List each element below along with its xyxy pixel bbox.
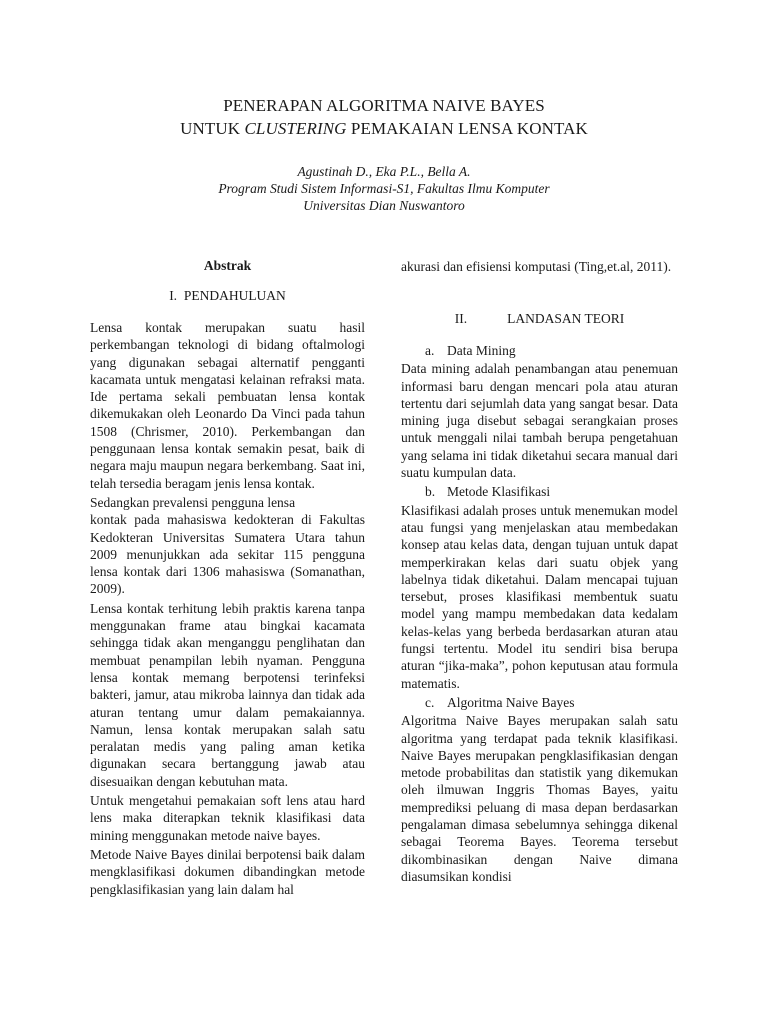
section-1-title: PENDAHULUAN	[183, 288, 286, 303]
paragraph: Sedangkan prevalensi pengguna lensa	[90, 494, 296, 510]
paragraph: Data mining adalah penambangan atau penemuan informasi baru dengan mencari pola atau aturan tertentu dari sejumlah data yang sangat besar. Data mining juga disebut sebagai serangkaian proses untuk menggali nilai tambah berupa pengetahuan yang selama ini tidak diketahui secara manual dari suatu kumpulan data.	[401, 361, 678, 481]
subsection-heading	[425, 483, 678, 500]
paragraph: Metode Naive Bayes dinilai berpotensi baik dalam mengklasifikasi dokumen dibandingkan metode pengklasifikasian yang lain dalam hal	[90, 846, 365, 897]
paper-title-line-1: PENERAPAN ALGORITMA NAIVE BAYES	[223, 96, 545, 115]
subsection-naive-bayes	[401, 694, 678, 885]
authors: Agustinah D., Eka P.L., Bella A.	[297, 164, 471, 179]
paragraph: kontak pada mahasiswa kedokteran di Fakultas Kedokteran Universitas Sumatera Utara tahun 2009 menunjukkan ada sekitar 115 pengguna lensa kontak dari 1306 mahasiswa (Somanathan, 2009).	[90, 512, 365, 597]
subsection-heading	[425, 342, 678, 359]
paragraph: akurasi dan efisiensi komputasi (Ting,et.al, 2011).	[401, 259, 672, 274]
section-1-number: I.	[169, 288, 178, 303]
affiliation: Program Studi Sistem Informasi-S1, Fakultas Ilmu Komputer	[218, 181, 550, 196]
left-column	[90, 319, 365, 898]
paragraph: Lensa kontak terhitung lebih praktis karena tanpa menggunakan frame atau bingkai kacamata sehingga tidak akan menganggu penglihatan dan membuat penampilan lebih nyaman. Pengguna lensa kontak memang berpotensi terinfeksi bakteri, jamur, atau mikroba lainnya dan tidak ada aturan tentang umur dalam pemakaiannya. Namun, lensa kontak merupakan salah satu peralatan medis yang paling aman ketika digunakan secara bertanggung jawab atau disesuaikan dengan kebutuhan mata.	[90, 600, 365, 789]
university: Universitas Dian Nuswantoro	[303, 198, 465, 213]
paragraph: Klasifikasi adalah proses untuk menemukan model atau fungsi yang menjelaskan atau membedakan konsep atau kelas data, dengan tujuan untuk dapat memperkirakan kelas dari suatu objek yang labelnya tidak diketahui. Dalam mencapai tujuan tersebut, proses klasifikasi membentuk suatu model yang mampu membedakan data kedalam kelas-kelas yang berbeda berdasarkan aturan atau fungsi tertentu. Model itu sendiri bisa berupa aturan “jika-maka”, pohon keputusan atau formula matematis.	[401, 502, 678, 691]
subsection-heading	[425, 694, 678, 711]
section-1-heading	[90, 288, 365, 304]
paragraph: Untuk mengetahui pemakaian soft lens atau hard lens maka diterapkan teknik klasifikasi data mining menggunakan metode naive bayes.	[90, 793, 365, 843]
paper-title-line-2	[0, 119, 768, 139]
subsection-title: Metode Klasifikasi	[447, 484, 551, 500]
subsection-marker: b.	[425, 484, 436, 500]
subsection-metode-klasifikasi	[401, 483, 678, 692]
subsection-data-mining	[401, 342, 678, 481]
section-2-heading	[401, 311, 678, 327]
paragraph: Lensa kontak merupakan suatu hasil perkembangan teknologi di bidang oftalmologi yang digunakan sebagai alternatif pengganti kacamata untuk mengatasi kelainan refraksi mata. Ide pertama sekali pembuatan lensa kontak dikemukakan oleh Leonardo Da Vinci pada tahun 1508 (Chrismer, 2010). Perkembangan dan penggunaan lensa kontak semakin pesat, baik di negara maju maupun negara berkembang. Saat ini, telah tersedia beragam jenis lensa kontak.	[90, 320, 365, 491]
subsection-marker: a.	[425, 343, 435, 358]
subsection-title: Algoritma Naive Bayes	[447, 694, 575, 710]
title-emphasis: CLUSTERING	[244, 119, 347, 138]
subsection-title: Data Mining	[447, 343, 516, 358]
right-column	[401, 343, 678, 885]
right-column-top	[401, 258, 678, 275]
title-suffix: PEMAKAIAN LENSA KONTAK	[346, 119, 588, 138]
abstract-heading: Abstrak	[203, 258, 252, 273]
subsection-marker: c.	[425, 694, 435, 710]
paragraph: Algoritma Naive Bayes merupakan salah satu algoritma yang terdapat pada teknik klasifikasi. Naive Bayes merupakan pengklasifikasian dengan metode probabilitas dan statistik yang dikemukan oleh ilmuwan Inggris Thomas Bayes, yaitu memprediksi peluang di masa depan berdasarkan pengalaman dimasa sebelumnya sehingga dikenal sebagai Teorema Bayes. Teorema tersebut dikombinasikan dengan Naive dimana diasumsikan kondisi	[401, 713, 678, 884]
section-2-title: LANDASAN TEORI	[507, 311, 625, 326]
title-prefix: UNTUK	[180, 119, 245, 138]
section-2-number: II.	[454, 311, 468, 326]
